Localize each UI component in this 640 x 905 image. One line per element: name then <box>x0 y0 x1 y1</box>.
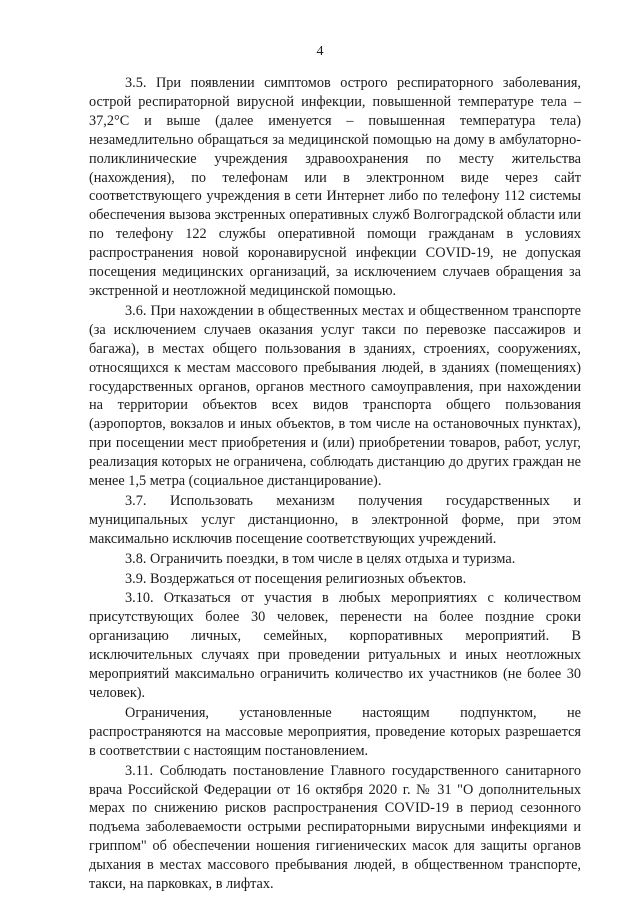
paragraph-3-10: 3.10. Отказаться от участия в любых мероприятиях с количеством присутствующих более 30 человек, перенести на более поздние сроки организацию личных, семейных, корпоративных мероприятий. В исключительных случаях при проведении ритуальных и иных неотложных мероприятий максимально ограничить количество их участников (не более 30 человек). <box>89 590 581 701</box>
paragraph-3-6: 3.6. При нахождении в общественных местах и общественном транспорте (за исключением случаев оказания услуг такси по перевозке пассажиров и багажа), в местах общего пользования в зданиях, строениях, сооружениях, относящихся к местам массового пребывания людей, в зданиях (помещениях) государственных органов, органов местного самоуправления, при нахождении на территории объектов всех видов транспорта общего пользования (аэропортов, вокзалов и иных объектов, в том числе на остановочных пунктах), при посещении мест приобретения и (или) приобретении товаров, работ, услуг, реализация которых не ограничена, соблюдать дистанцию до других граждан не менее 1,5 метра (социальное дистанцирование). <box>89 302 581 490</box>
paragraph-restrictions-note: Ограничения, установленные настоящим подпунктом, не распространяются на массовые мероприятия, проведение которых разрешается в соответствии с настоящим постановлением. <box>89 704 581 759</box>
document-body <box>89 74 581 895</box>
paragraph-3-11: 3.11. Соблюдать постановление Главного государственного санитарного врача Российской Федерации от 16 октября 2020 г. № 31 "О дополнительных мерах по снижению рисков распространения COVID-19 в период сезонного подъема заболеваемости острыми респираторными вирусными инфекциями и гриппом" об обеспечении ношения гигиенических масок для защиты органов дыхания в местах массового пребывания людей, в общественном транспорте, такси, на парковках, в лифтах. <box>89 762 581 893</box>
paragraph-3-5: 3.5. При появлении симптомов острого респираторного заболевания, острой респираторной вирусной инфекции, повышенной температуре тела – 37,2°С и выше (далее именуется – повышенная температура тела) незамедлительно обращаться за медицинской помощью на дому в амбулаторно-поликлинические учреждения здравоохранения по месту жительства (нахождения), по телефонам или в электронном виде через сайт соответствующего учреждения в сети Интернет либо по телефону 112 системы обеспечения вызова экстренных оперативных служб Волгоградской области или по телефону 122 службы оперативной помощи гражданам в условиях распространения новой коронавирусной инфекции COVID-19, не допуская посещения медицинских организаций, за исключением случаев обращения за экстренной и неотложной медицинской помощью. <box>89 75 581 299</box>
paragraph-3-7: 3.7. Использовать механизм получения государственных и муниципальных услуг дистанционно, в электронной форме, при этом максимально исключив посещение соответствующих учреждений. <box>89 492 581 547</box>
paragraph-3-8: 3.8. Ограничить поездки, в том числе в целях отдыха и туризма. <box>125 550 516 567</box>
paragraph-3-9: 3.9. Воздержаться от посещения религиозных объектов. <box>125 570 467 587</box>
page-number: 4 <box>316 44 324 59</box>
